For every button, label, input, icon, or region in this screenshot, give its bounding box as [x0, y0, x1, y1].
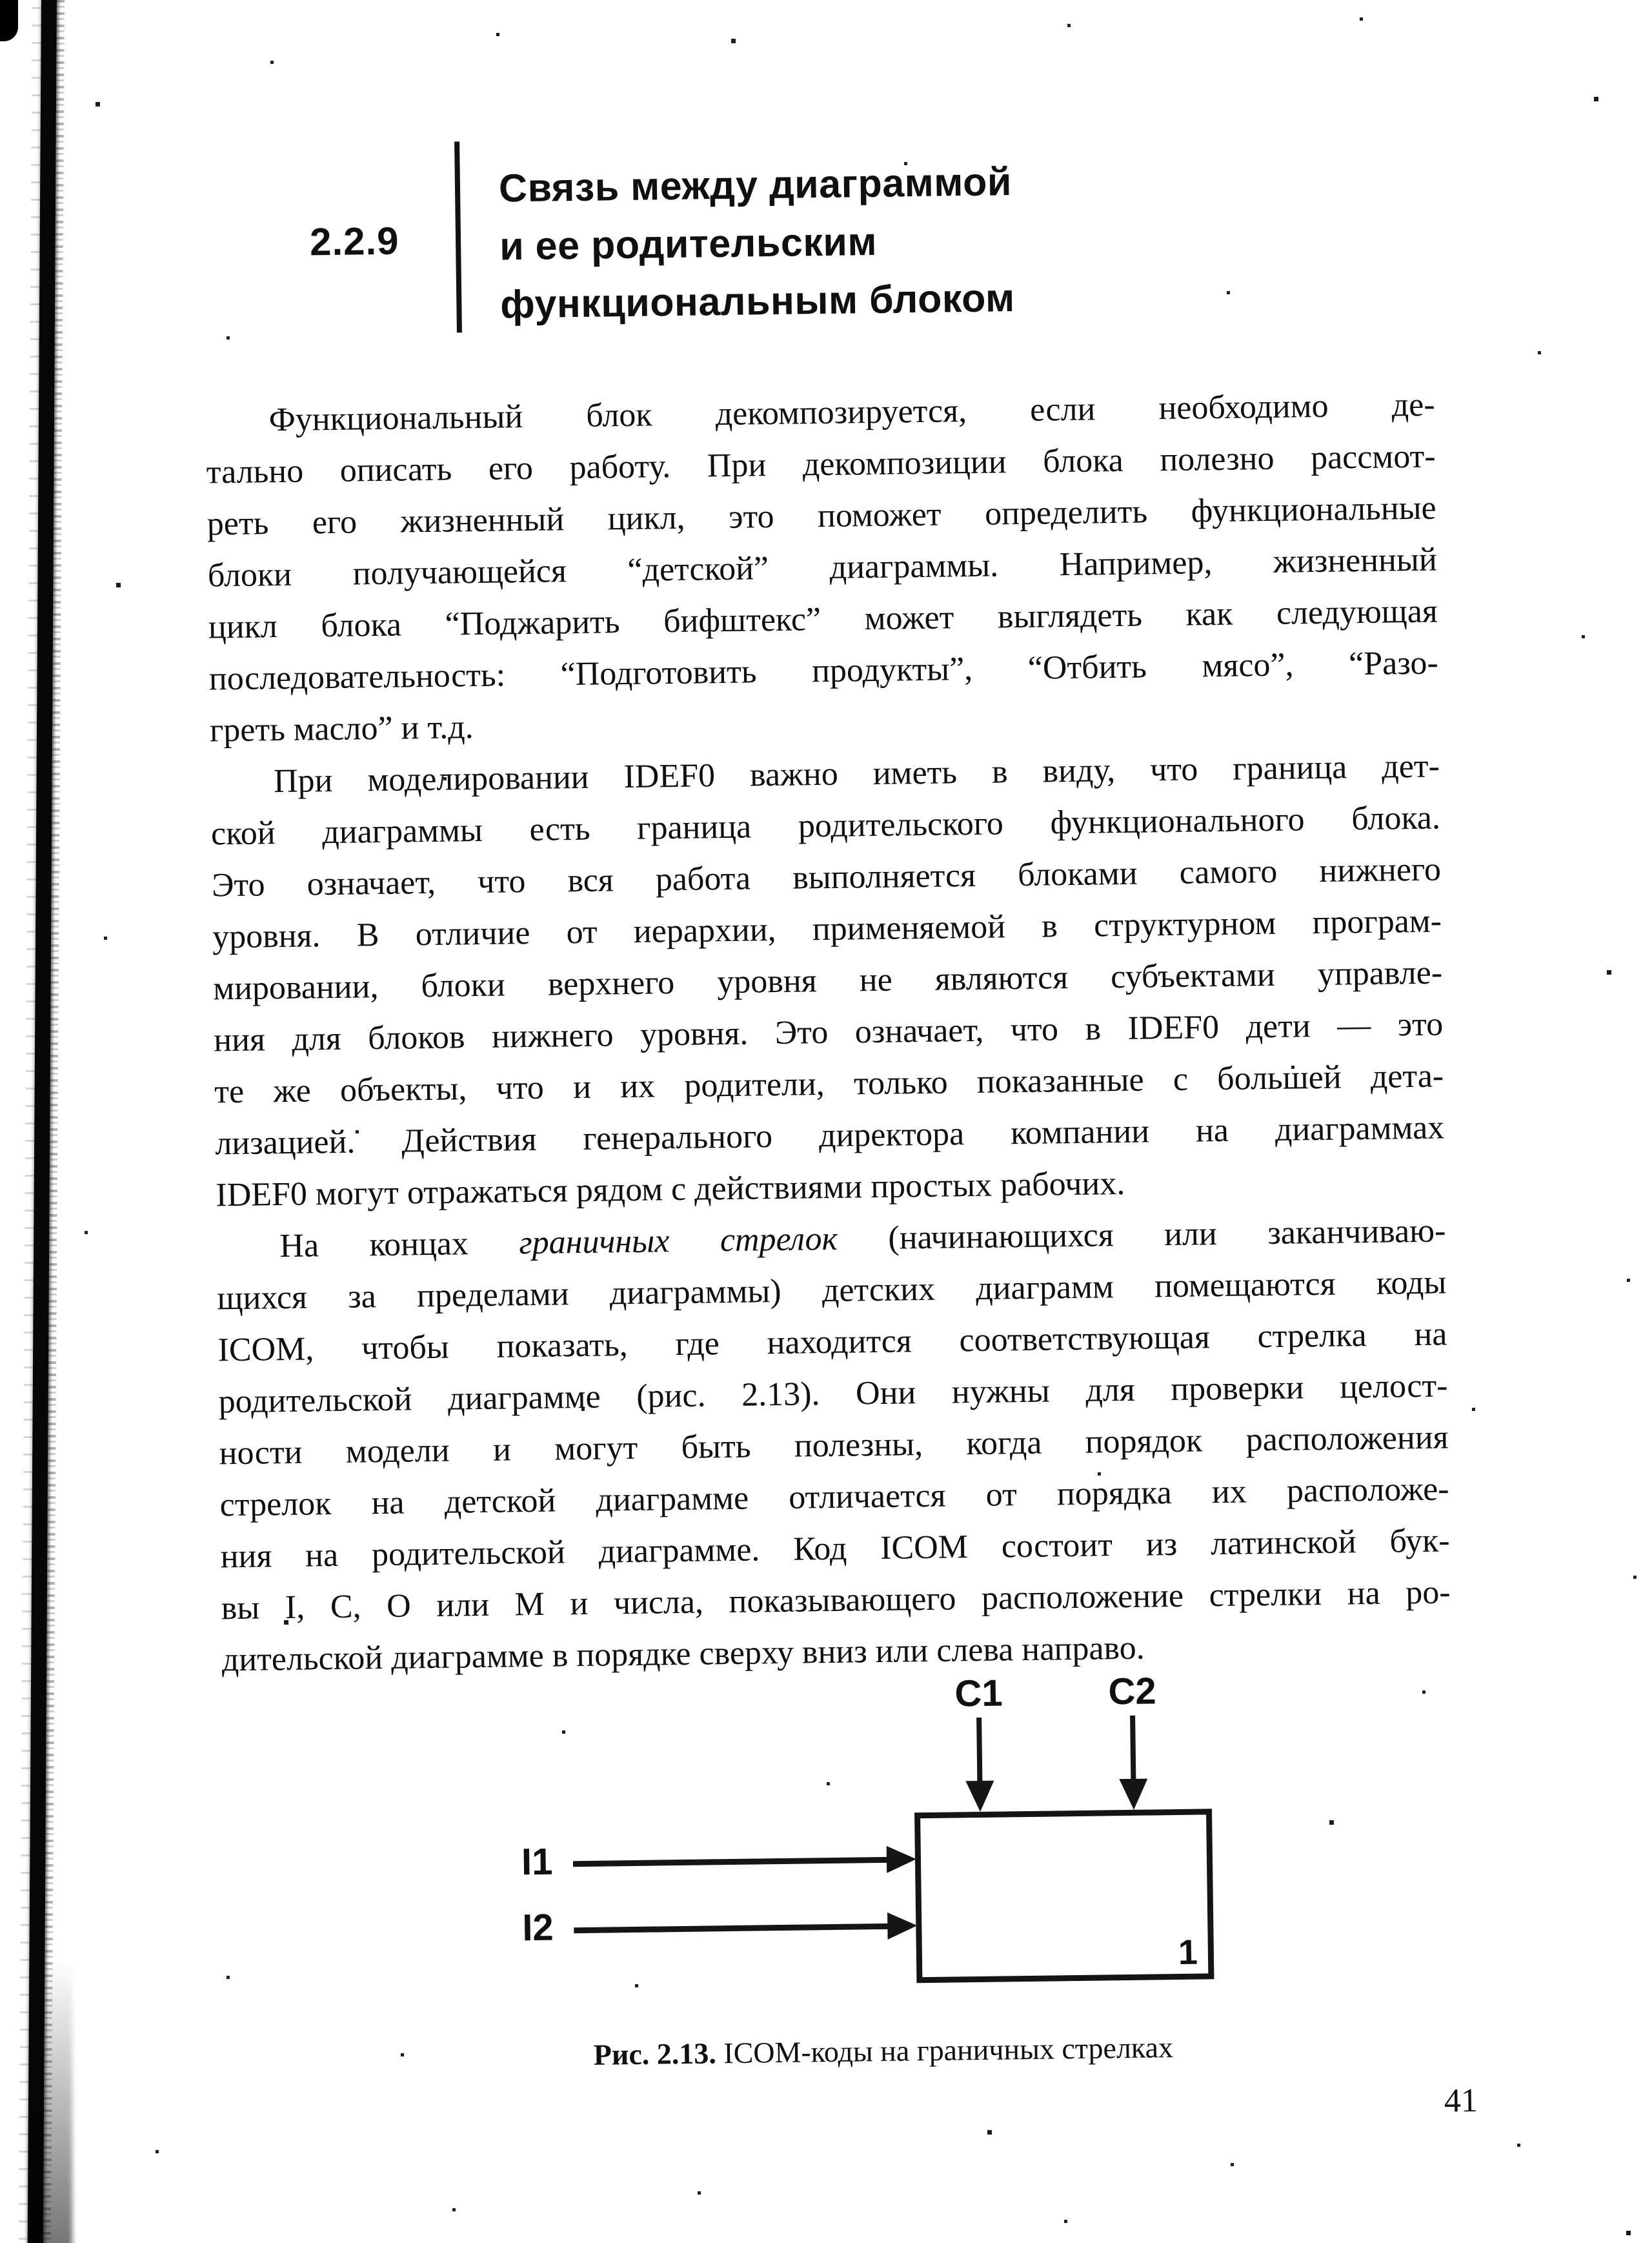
text-line: реть его жизненный цикл, это поможет определить функциональные	[206, 489, 1437, 543]
text-line: родительской диаграмме (рис. 2.13). Они нужны для проверки целост-	[218, 1367, 1448, 1421]
control-arrow-c1-line	[976, 1718, 982, 1783]
control-arrow-label-c2: C2	[1108, 1670, 1157, 1713]
text-line: ICOM, чтобы показать, где находится соответствующая стрелка на	[217, 1315, 1447, 1369]
figure-caption-text: ICOM-коды на граничных стрелках	[716, 2031, 1174, 2070]
input-arrow-label-i1: I1	[521, 1840, 553, 1883]
figure-caption	[322, 2027, 1446, 2076]
figure-caption-number: Рис. 2.13.	[593, 2036, 717, 2071]
text-line: последовательность: “Подготовить продукты”, “Отбить мясо”, “Разо-	[208, 644, 1439, 698]
text-line: При моделировании IDEF0 важно иметь в виду, что граница дет-	[273, 747, 1440, 800]
emphasis-boundary-arrows: граничных стрелок	[519, 1220, 838, 1262]
text-line: блоки получающейся “детской” диаграммы. Например, жизненный	[207, 541, 1438, 594]
function-box-number: 1	[1178, 1933, 1198, 1972]
section-title	[498, 152, 1015, 333]
text-segment: (начинающихся или заканчиваю-	[837, 1212, 1446, 1257]
text-line: щихся за пределами диаграммы) детских диаграмм помещаются коды	[217, 1264, 1447, 1317]
page-number: 41	[1444, 2082, 1478, 2120]
input-arrow-i1-arrowhead-icon	[887, 1845, 917, 1873]
text-line: цикл блока “Поджарить бифштекс” может выглядеть как следующая	[208, 593, 1438, 646]
text-line: ния для блоков нижнего уровня. Это означает, что в IDEF0 дети — это	[213, 1006, 1444, 1059]
text-line: лизацией. Действия генерального директора компании на диаграммах	[214, 1109, 1445, 1162]
text-line: вы I, C, O или M и числа, показывающего расположение стрелки на ро-	[221, 1574, 1451, 1627]
control-arrow-c2-arrowhead-icon	[1119, 1779, 1148, 1811]
text-line: дительской диаграмме в порядке сверху вниз или слева направо.	[221, 1629, 1145, 1679]
text-line: ности модели и могут быть полезны, когда порядок расположения	[219, 1419, 1449, 1472]
function-box	[914, 1809, 1214, 1983]
section-title-line: функциональным блоком	[499, 276, 1016, 327]
control-arrow-label-c1: C1	[954, 1672, 1003, 1715]
control-arrow-c2-line	[1130, 1716, 1136, 1781]
text-line: IDEF0 могут отражаться рядом с действиями простых рабочих.	[216, 1164, 1125, 1214]
body-text	[205, 380, 1451, 1687]
scan-speckles	[0, 0, 2, 2]
section-title-line: и ее родительским	[499, 219, 878, 269]
text-segment: На концах	[279, 1224, 519, 1265]
text-line: стрелок на детской диаграмме отличается от порядка их расположе-	[219, 1470, 1449, 1524]
section-number: 2.2.9	[309, 219, 399, 264]
text-line: тально описать его работу. При декомпозиции блока полезно рассмот-	[206, 438, 1436, 491]
text-line: те же объекты, что и их родители, только показанные с большей дета-	[214, 1057, 1444, 1111]
control-arrow-c1-arrowhead-icon	[965, 1781, 994, 1812]
input-arrow-i1-line	[573, 1857, 888, 1867]
text-line: уровня. В отличие от иерархии, применяемой в структурном програм-	[212, 902, 1442, 956]
input-arrow-i2-line	[574, 1923, 889, 1933]
text-line: ния на родительской диаграмме. Код ICOM состоит из латинской бук-	[220, 1522, 1450, 1576]
input-arrow-i2-arrowhead-icon	[887, 1912, 918, 1940]
section-title-line: Связь между диаграммой	[498, 159, 1012, 210]
text-line: мировании, блоки верхнего уровня не являются субъектами управле-	[212, 954, 1443, 1008]
heading-divider-rule	[454, 141, 462, 332]
text-line: греть масло” и т.д.	[209, 709, 474, 749]
text-line: ской диаграммы есть граница родительского функционального блока.	[210, 799, 1441, 853]
text-line: Функциональный блок декомпозируется, если необходимо де-	[268, 386, 1435, 439]
text-line: Это означает, что вся работа выполняется блоками самого нижнего	[211, 851, 1442, 904]
input-arrow-label-i2: I2	[521, 1906, 554, 1949]
